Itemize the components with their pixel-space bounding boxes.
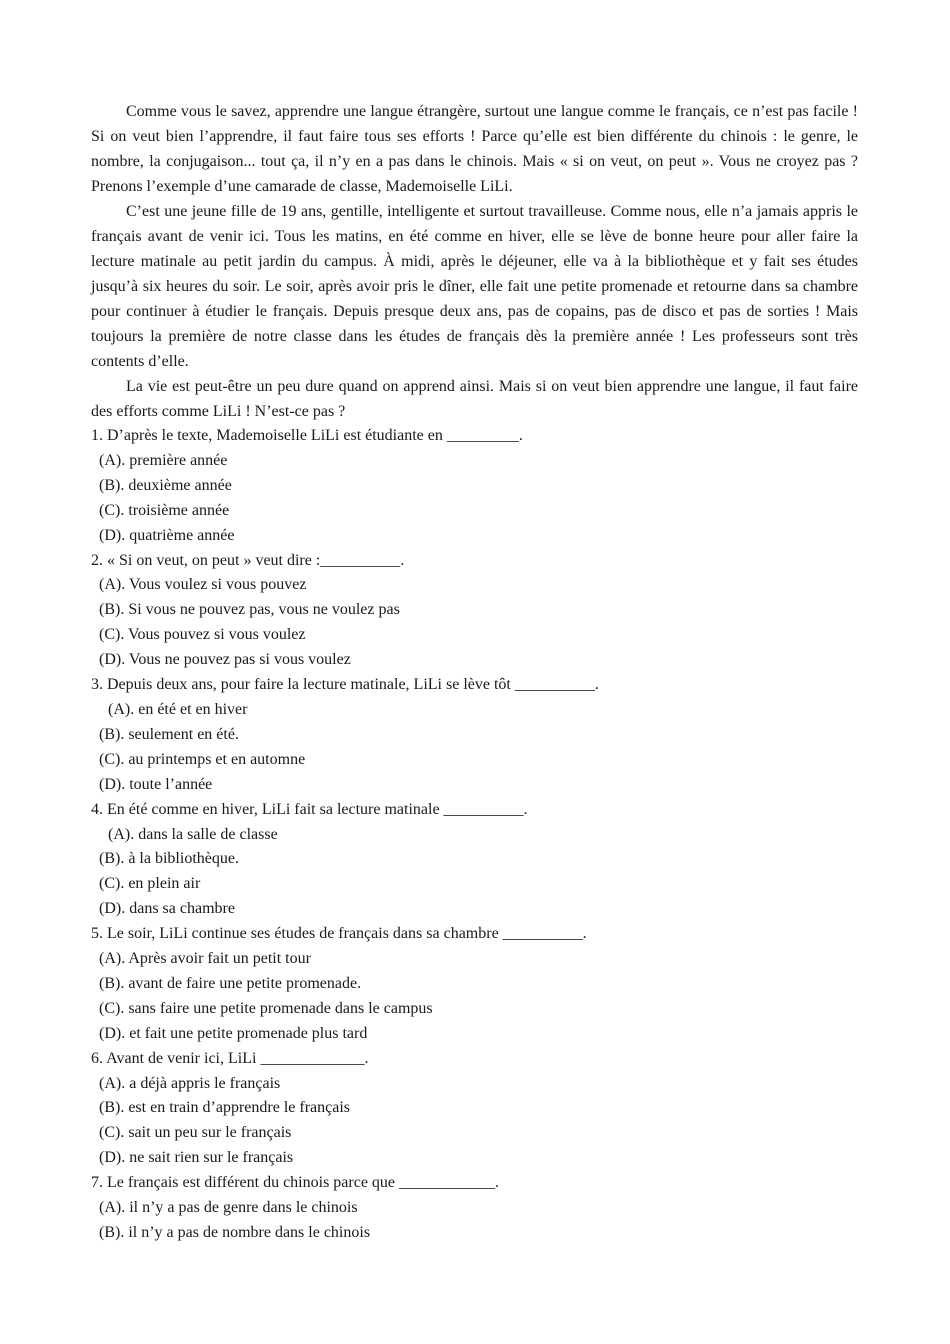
- option-c: (C). sans faire une petite promenade dans le campus: [99, 999, 433, 1017]
- passage-paragraph-2: C’est une jeune fille de 19 ans, gentille, intelligente et surtout travailleuse. Comme nous, elle n’a jamais appris le français avant de venir ici. Tous les matins, en été comme en hiver, elle se lève de bonne heure pour aller faire la lecture matinale au petit jardin du campus. À midi, après le déjeuner, elle va à la bibliothèque et y fait ses études jusqu’à six heures du soir. Le soir, après avoir pris le dîner, elle fait une petite promenade et retourne dans sa chambre pour continuer à étudier le français. Depuis presque deux ans, pas de copains, pas de disco et pas de sorties ! Mais toujours la première de notre classe dans les études de français dès la première année ! Les professeurs sont très contents d’elle.: [91, 203, 858, 370]
- option-d: (D). Vous ne pouvez pas si vous voulez: [99, 651, 351, 669]
- question-stem: 2. « Si on veut, on peut » veut dire :__________.: [91, 551, 405, 569]
- option-a: (A). dans la salle de classe: [108, 825, 278, 843]
- question-list: [91, 424, 858, 1246]
- option-a: (A). Après avoir fait un petit tour: [99, 950, 311, 968]
- option-b: (B). il n’y a pas de nombre dans le chinois: [99, 1224, 371, 1241]
- option-a: (A). première année: [99, 451, 228, 469]
- question-6: [91, 1047, 858, 1172]
- passage-paragraph-3: La vie est peut-être un peu dure quand on apprend ainsi. Mais si on veut bien apprendre une langue, il faut faire des efforts comme LiLi ! N’est-ce pas ?: [91, 378, 858, 420]
- option-d: (D). ne sait rien sur le français: [99, 1149, 294, 1167]
- question-stem: 4. En été comme en hiver, LiLi fait sa lecture matinale __________.: [91, 800, 528, 818]
- document-page: [91, 99, 858, 1246]
- option-a: (A). a déjà appris le français: [99, 1074, 281, 1092]
- option-b: (B). seulement en été.: [99, 725, 239, 743]
- option-d: (D). dans sa chambre: [99, 900, 235, 918]
- question-7: [91, 1171, 858, 1246]
- passage-paragraph-1: Comme vous le savez, apprendre une langue étrangère, surtout une langue comme le français, ce n’est pas facile ! Si on veut bien l’apprendre, il faut faire tous ses efforts ! Parce qu’elle est bien différente du chinois : le genre, le nombre, la conjugaison... tout ça, il n’y en a pas dans le chinois. Mais « si on veut, on peut ». Vous ne croyez pas ? Prenons l’exemple d’une camarade de classe, Mademoiselle LiLi.: [91, 103, 858, 195]
- option-c: (C). troisième année: [99, 501, 230, 519]
- option-b: (B). à la bibliothèque.: [99, 850, 239, 868]
- question-3: [91, 673, 858, 798]
- question-5: [91, 922, 858, 1047]
- question-stem: 5. Le soir, LiLi continue ses études de français dans sa chambre __________.: [91, 925, 587, 943]
- option-a: (A). en été et en hiver: [108, 700, 248, 718]
- option-b: (B). Si vous ne pouvez pas, vous ne voulez pas: [99, 601, 400, 619]
- option-c: (C). en plein air: [99, 875, 201, 893]
- question-4: [91, 798, 858, 923]
- option-a: (A). Vous voulez si vous pouvez: [99, 576, 307, 594]
- option-b: (B). avant de faire une petite promenade.: [99, 974, 362, 992]
- question-2: [91, 549, 858, 674]
- option-b: (B). deuxième année: [99, 476, 232, 494]
- option-c: (C). Vous pouvez si vous voulez: [99, 626, 306, 644]
- option-b: (B). est en train d’apprendre le français: [99, 1099, 350, 1117]
- question-1: [91, 424, 858, 549]
- option-d: (D). quatrième année: [99, 526, 235, 544]
- question-stem: 1. D’après le texte, Mademoiselle LiLi est étudiante en _________.: [91, 427, 523, 444]
- question-stem: 7. Le français est différent du chinois parce que ____________.: [91, 1174, 500, 1192]
- option-d: (D). toute l’année: [99, 775, 213, 793]
- reading-passage: [91, 99, 858, 424]
- option-d: (D). et fait une petite promenade plus tard: [99, 1024, 368, 1042]
- option-c: (C). au printemps et en automne: [99, 750, 306, 768]
- question-stem: 3. Depuis deux ans, pour faire la lecture matinale, LiLi se lève tôt __________.: [91, 676, 599, 694]
- question-stem: 6. Avant de venir ici, LiLi _____________.: [91, 1049, 369, 1067]
- option-c: (C). sait un peu sur le français: [99, 1124, 292, 1142]
- option-a: (A). il n’y a pas de genre dans le chinois: [99, 1199, 358, 1217]
